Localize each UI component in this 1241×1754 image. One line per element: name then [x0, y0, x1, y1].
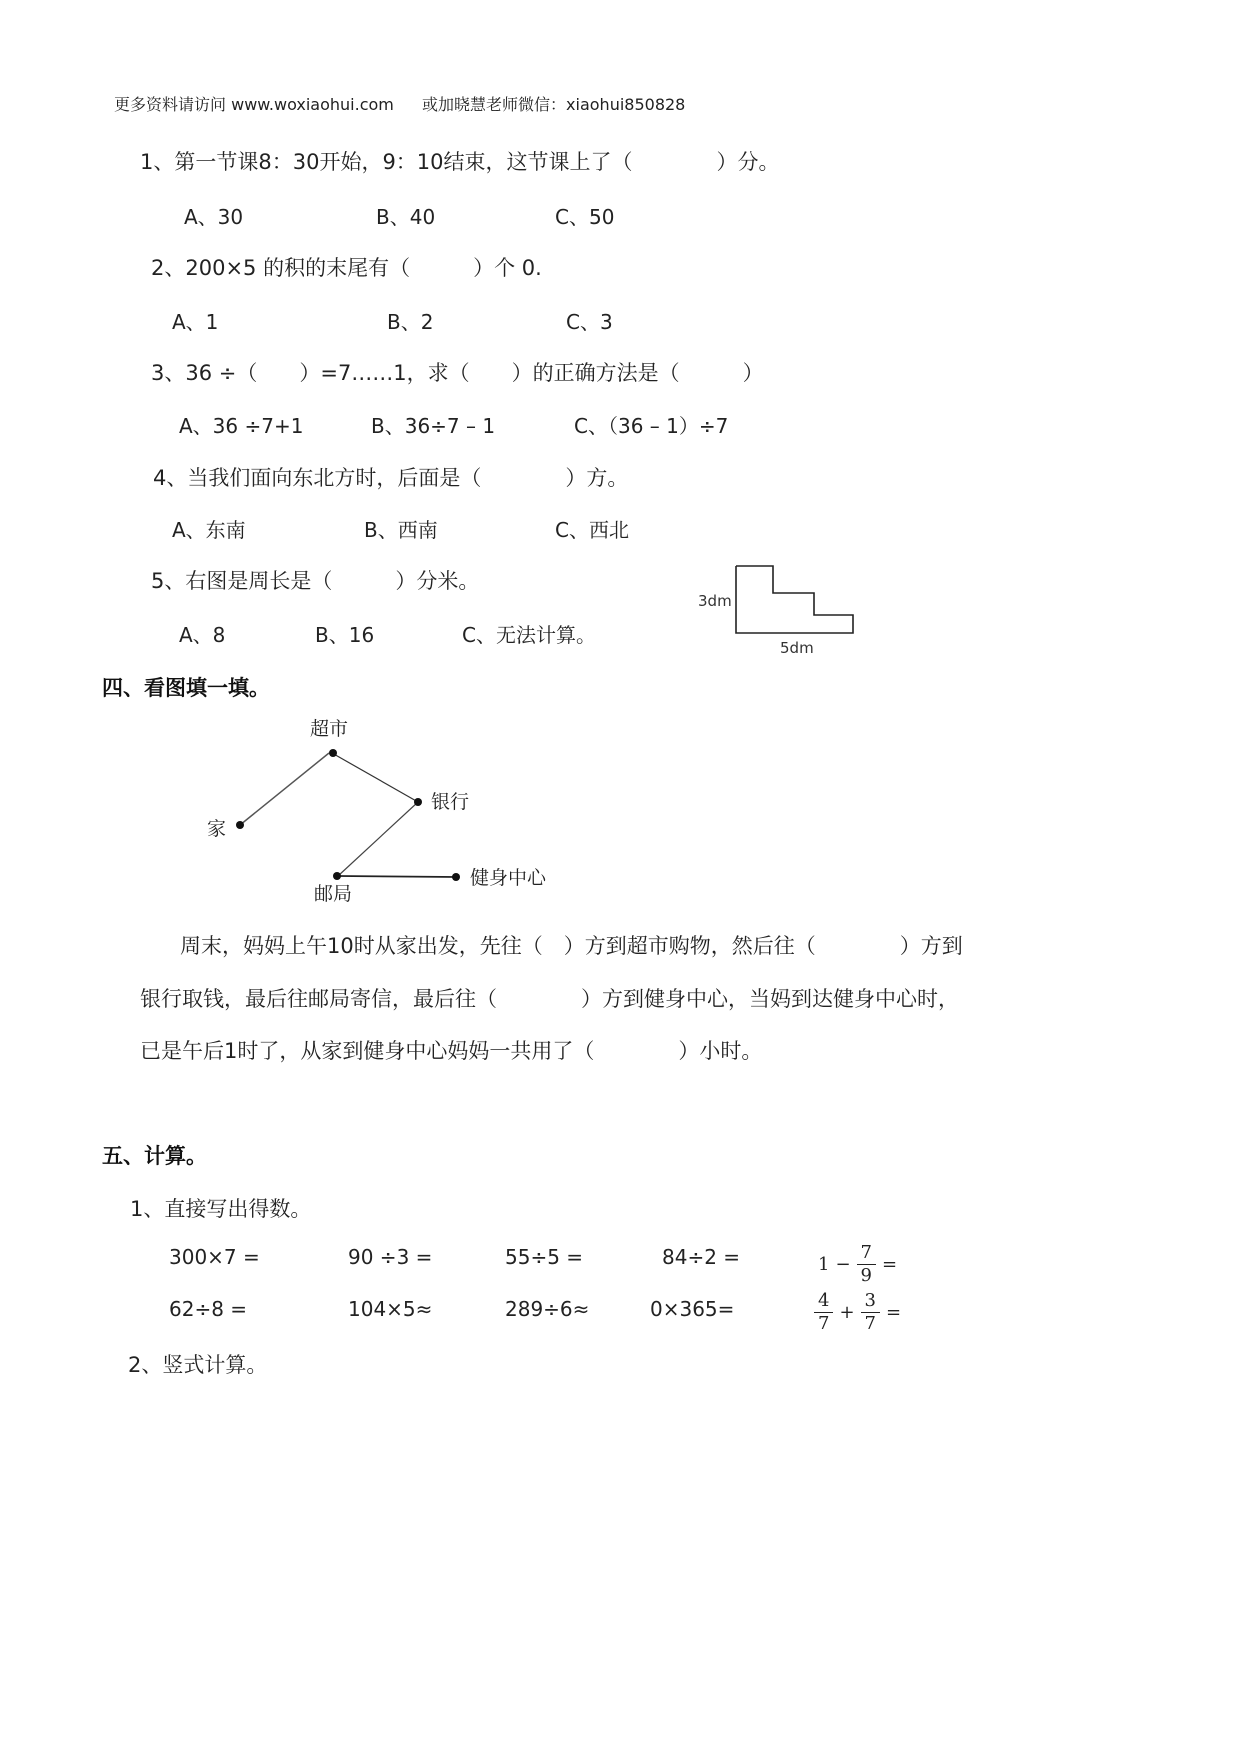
- calc-item: 84÷2 =: [662, 1245, 741, 1269]
- fill-paragraph-line-3: 已是午后1时了，从家到健身中心妈妈一共用了（ ）小时。: [140, 1039, 763, 1063]
- question-4-option-a: A、东南: [172, 518, 246, 542]
- question-1-option-a: A、30: [184, 205, 244, 229]
- fraction-2b-numerator: 3: [861, 1290, 880, 1313]
- route-post-gym: [338, 876, 457, 877]
- question-3-option-a: A、36 ÷7+1: [179, 414, 304, 438]
- route-post-bank: [338, 802, 418, 876]
- fraction-1-whole: 1: [818, 1254, 830, 1275]
- post-office-point: [333, 872, 341, 880]
- vertical-calc-heading: 2、竖式计算。: [128, 1353, 268, 1377]
- fraction-1-numerator: 7: [857, 1242, 876, 1265]
- home-label: 家: [207, 818, 227, 840]
- fraction-2b: [861, 1290, 880, 1335]
- question-3-option-b: B、36÷7 – 1: [371, 414, 496, 438]
- post-office-label: 邮局: [314, 883, 353, 905]
- fill-paragraph-line-2: 银行取钱，最后往邮局寄信，最后往（ ）方到健身中心，当妈到达健身中心时，: [140, 987, 959, 1011]
- home-point: [236, 821, 244, 829]
- fraction-1-equals: =: [882, 1254, 898, 1275]
- supermarket-point: [329, 749, 337, 757]
- question-5-option-a: A、8: [179, 623, 226, 647]
- staircase-outline: [736, 566, 853, 633]
- direct-calc-heading: 1、直接写出得数。: [130, 1197, 312, 1221]
- route-supermarket-bank: [332, 753, 418, 802]
- question-4-option-b: B、西南: [364, 518, 438, 542]
- question-1-option-c: C、50: [555, 205, 615, 229]
- header-prefix: 更多资料请访问: [114, 95, 227, 114]
- question-2-stem: 2、200×5 的积的末尾有（ ）个 0.: [151, 256, 542, 280]
- width-label: 5dm: [780, 639, 814, 657]
- fraction-2a-numerator: 4: [814, 1290, 833, 1313]
- question-5-stem: 5、右图是周长是（ ）分米。: [151, 569, 480, 593]
- gym-point: [452, 873, 460, 881]
- fill-paragraph-line-1: 周末，妈妈上午10时从家出发，先往（ ）方到超市购物，然后往（ ）方到: [180, 934, 963, 958]
- question-2-option-b: B、2: [387, 310, 434, 334]
- calc-item: 62÷8 =: [169, 1297, 248, 1321]
- section-5-title: 五、计算。: [102, 1144, 207, 1168]
- fraction-1-operator: −: [835, 1254, 851, 1275]
- bank-point: [414, 798, 422, 806]
- question-3-stem: 3、36 ÷（ ）=7……1，求（ ）的正确方法是（ ）: [151, 361, 764, 385]
- calc-item: 289÷6≈: [505, 1297, 590, 1321]
- fraction-expression-2: [814, 1290, 901, 1335]
- header-website-link[interactable]: www.woxiaohui.com: [231, 95, 394, 114]
- supermarket-label: 超市: [310, 718, 349, 740]
- page-header: [114, 92, 685, 115]
- calc-item: 90 ÷3 =: [348, 1245, 433, 1269]
- fraction-1-denominator: 9: [860, 1265, 872, 1286]
- question-2-option-a: A、1: [172, 310, 219, 334]
- fraction-2-operator: +: [839, 1302, 855, 1323]
- question-5-option-c: C、无法计算。: [462, 623, 596, 647]
- fraction-2a: [814, 1290, 833, 1335]
- fraction-2a-denominator: 7: [818, 1313, 830, 1334]
- question-1-stem: 1、第一节课8：30开始，9：10结束，这节课上了（ ）分。: [140, 150, 780, 174]
- header-wechat: 或加晓慧老师微信：xiaohui850828: [422, 95, 686, 114]
- height-label: 3dm: [698, 592, 732, 610]
- fraction-1: [857, 1242, 876, 1287]
- question-2-option-c: C、3: [566, 310, 613, 334]
- fraction-2-equals: =: [886, 1302, 902, 1323]
- staircase-figure: [690, 560, 870, 665]
- route-map: [200, 708, 570, 908]
- fraction-expression-1: [818, 1242, 897, 1287]
- calc-item: 0×365=: [650, 1297, 735, 1321]
- question-1-option-b: B、40: [376, 205, 436, 229]
- question-4-option-c: C、西北: [555, 518, 629, 542]
- route-home-supermarket: [240, 753, 329, 825]
- calc-item: 104×5≈: [348, 1297, 433, 1321]
- gym-label: 健身中心: [470, 867, 547, 889]
- question-4-stem: 4、当我们面向东北方时，后面是（ ）方。: [153, 466, 629, 490]
- question-3-option-c: C、（36 – 1）÷7: [574, 414, 729, 438]
- calc-item: 55÷5 =: [505, 1245, 584, 1269]
- bank-label: 银行: [431, 791, 470, 813]
- calc-item: 300×7 =: [169, 1245, 260, 1269]
- fraction-2b-denominator: 7: [864, 1313, 876, 1334]
- section-4-title: 四、看图填一填。: [102, 676, 270, 700]
- question-5-option-b: B、16: [315, 623, 375, 647]
